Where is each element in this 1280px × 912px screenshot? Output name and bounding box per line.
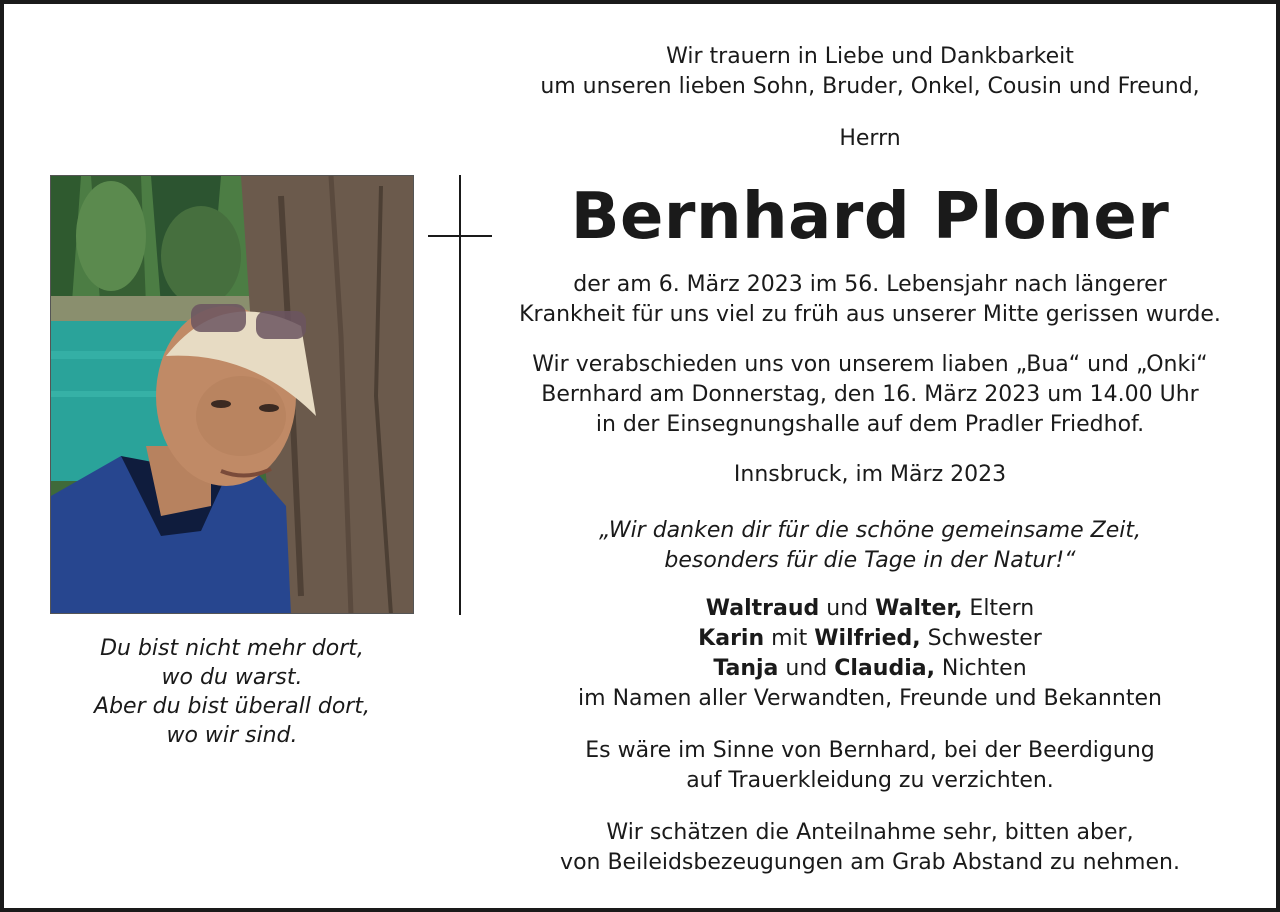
mourner-role: Nichten [934,656,1027,681]
quote [500,516,1240,576]
portrait-image [51,176,414,614]
portrait-photo [50,175,414,614]
place-date: Innsbruck, im März 2023 [733,462,1007,487]
mourner-name: Waltraud [705,596,820,621]
cross-vertical-bar [459,175,461,615]
poem-line-4: wo wir sind. [166,723,298,748]
cross-horizontal-bar [428,235,492,237]
mourner-row [500,654,1240,684]
mourner-name: Karin [698,626,765,651]
memorial-poem [50,634,414,750]
wish-line-1: Es wäre im Sinne von Bernhard, bei der Beerdigung [585,738,1155,763]
farewell-line-2: Bernhard am Donnerstag, den 16. März 2023 um 14.00 Uhr [541,382,1199,407]
death-notice-line-1: der am 6. März 2023 im 56. Lebensjahr nach längerer [573,272,1167,297]
mourner-row [500,594,1240,624]
poem-line-3: Aber du bist überall dort, [94,694,370,719]
mourner-name: Walter, [875,596,963,621]
mourner-conjunction: mit [764,626,815,651]
mourner-name: Tanja [713,656,779,681]
poem-line-1: Du bist nicht mehr dort, [100,636,364,661]
mourner-name: Claudia, [834,656,935,681]
condolence-line-1: Wir schätzen die Anteilnahme sehr, bitten aber, [606,820,1134,845]
wish-line-2: auf Trauerkleidung zu verzichten. [686,768,1054,793]
farewell-line-1: Wir verabschieden uns von unserem liaben „Bua“ und „Onki“ [532,352,1208,377]
mourner-conjunction: und [778,656,835,681]
quote-line-2: besonders für die Tage in der Natur!“ [664,548,1076,573]
quote-line-1: „Wir danken dir für die schöne gemeinsame Zeit, [599,518,1141,543]
farewell-text [500,350,1240,440]
condolence-text [500,818,1240,878]
salutation: Herrn [839,126,901,151]
intro-line-1: Wir trauern in Liebe und Dankbarkeit [666,44,1074,69]
mourner-name: Wilfried, [814,626,921,651]
mourners-closing: im Namen aller Verwandten, Freunde und Bekannten [578,686,1162,711]
intro-line-2: um unseren lieben Sohn, Bruder, Onkel, Cousin und Freund, [540,74,1200,99]
wish-text [500,736,1240,796]
mourner-conjunction: und [819,596,876,621]
farewell-line-3: in der Einsegnungshalle auf dem Pradler Friedhof. [595,412,1145,437]
mourner-role: Eltern [962,596,1035,621]
mourner-role: Schwester [920,626,1042,651]
mourner-row [500,624,1240,654]
death-notice-line-2: Krankheit für uns viel zu früh aus unserer Mitte gerissen wurde. [519,302,1221,327]
death-notice [500,270,1240,330]
poem-line-2: wo du warst. [161,665,303,690]
intro-text [500,42,1240,102]
mourners-list [500,594,1240,714]
condolence-line-2: von Beileidsbezeugungen am Grab Abstand zu nehmen. [560,850,1180,875]
deceased-name: Bernhard Ploner [570,180,1170,254]
